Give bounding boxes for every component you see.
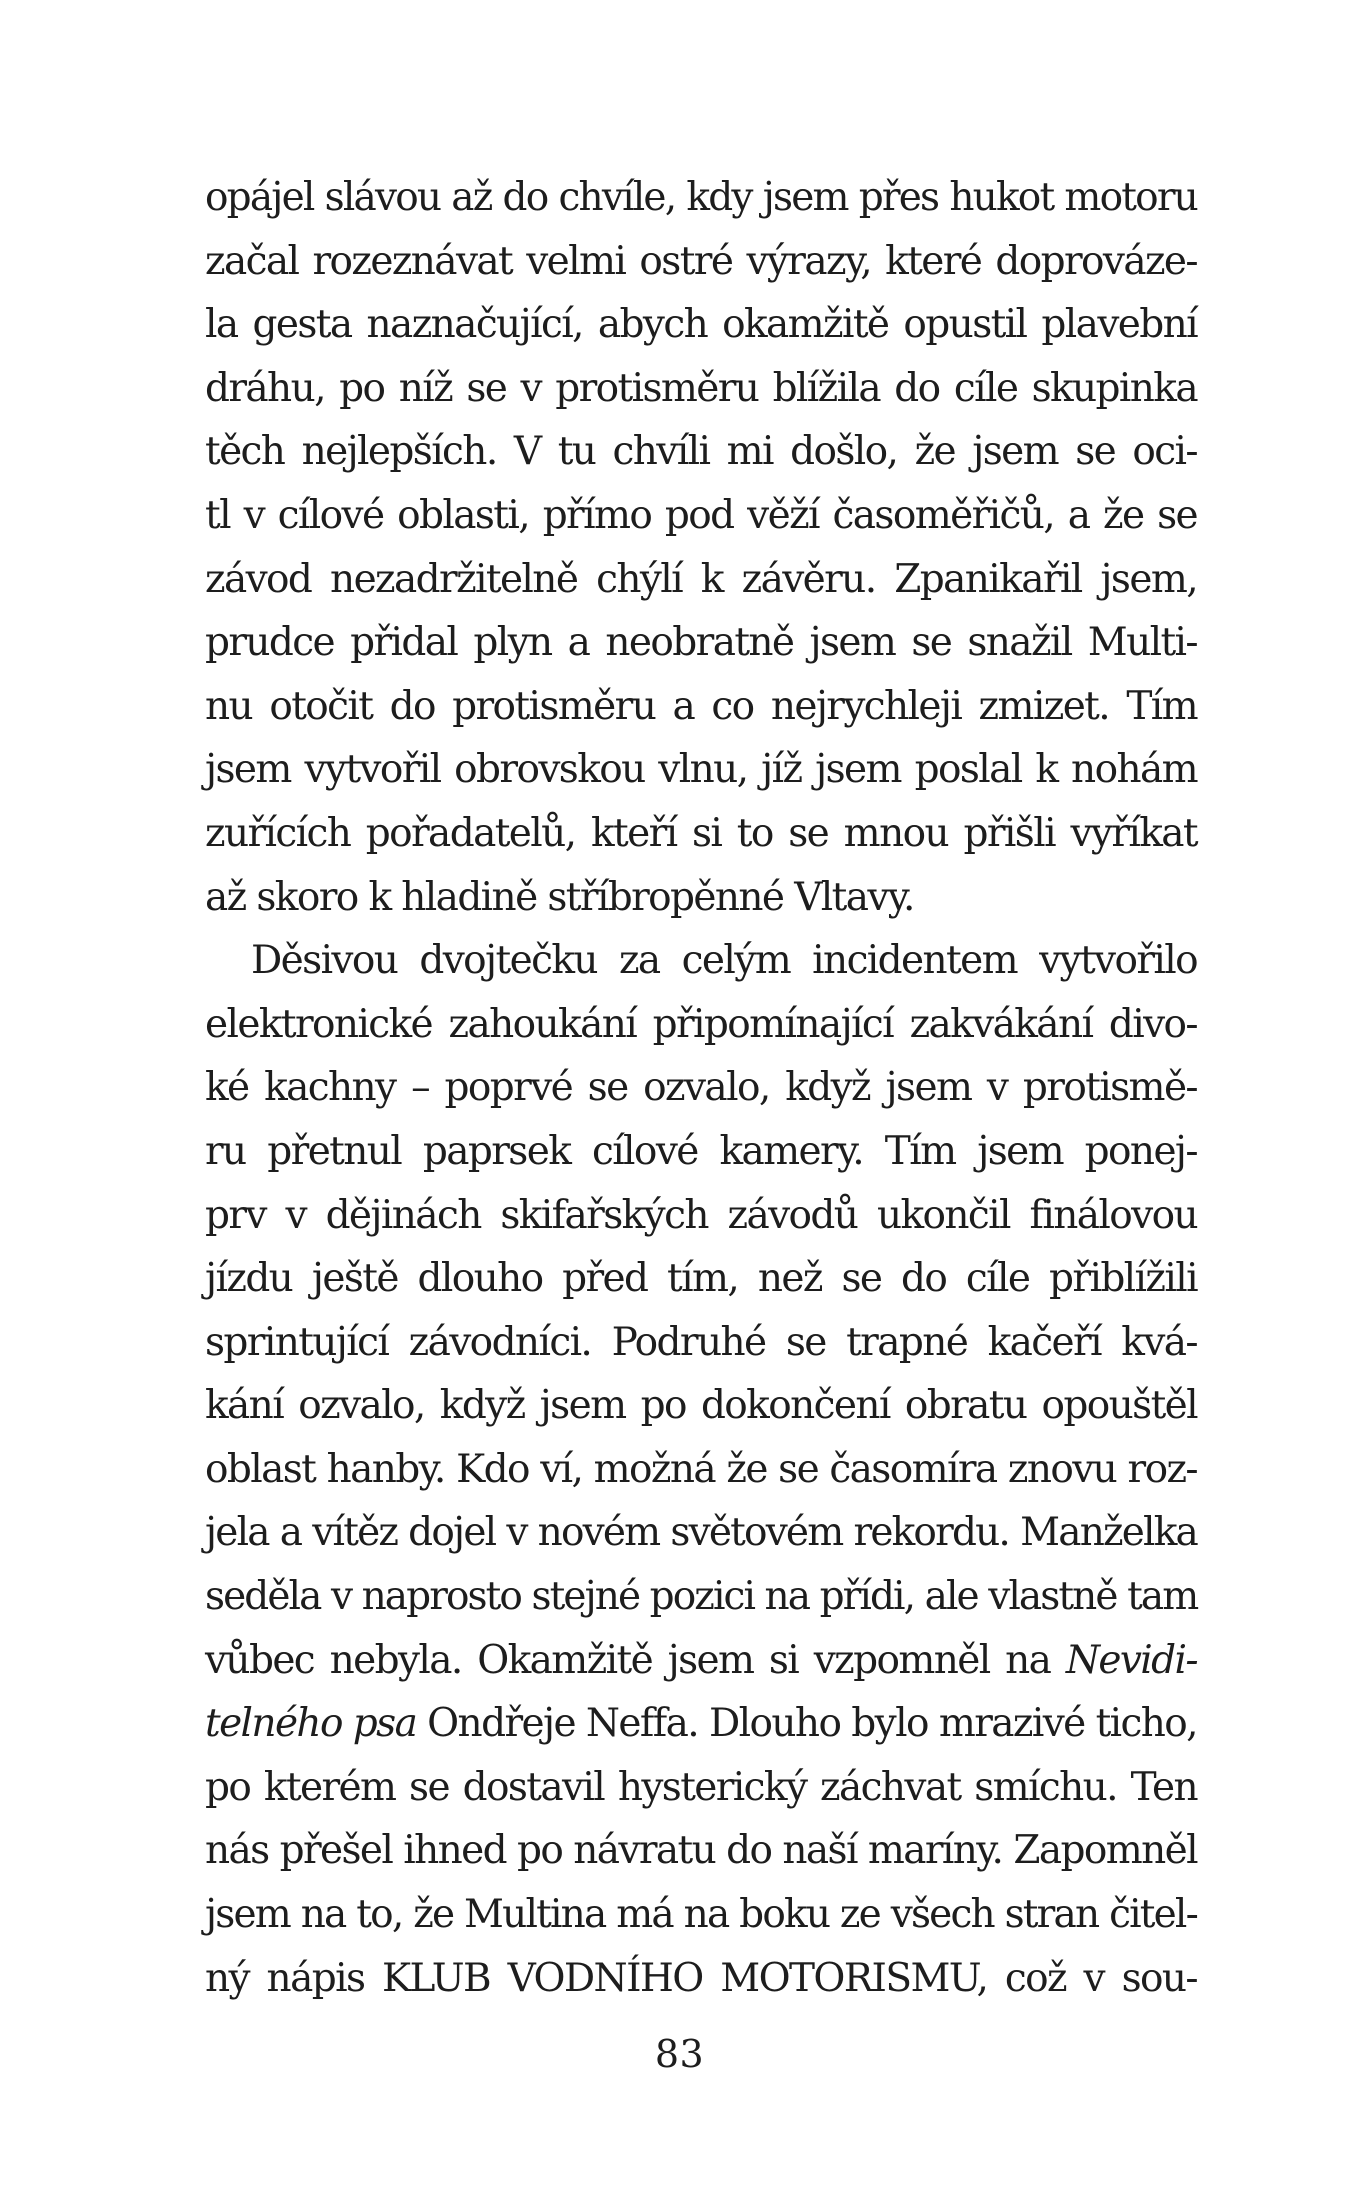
text-line: začal rozeznávat velmi ostré výrazy, které doprováze- (205, 238, 1197, 284)
text-line: Děsivou dvojtečku za celým incidentem vytvořilo (251, 938, 1197, 984)
text-line: dráhu, po níž se v protisměru blížila do cíle skupinka (205, 365, 1197, 411)
text-line: kání ozvalo, když jsem po dokončení obratu opouštěl (205, 1383, 1197, 1429)
body-text (205, 166, 1197, 2010)
text-line: zuřících pořadatelů, kteří si to se mnou přišli vyříkat (205, 810, 1197, 856)
text-line: jsem vytvořil obrovskou vlnu, jíž jsem poslal k nohám (205, 747, 1197, 793)
text-line: oblast hanby. Kdo ví, možná že se časomíra znovu roz- (205, 1446, 1197, 1492)
italic-title: telného psa (205, 1701, 417, 1747)
text-line: ké kachny – poprvé se ozvalo, když jsem v protismě- (205, 1065, 1197, 1111)
text-line: ný nápis KLUB VODNÍHO MOTORISMU, což v sou- (205, 1955, 1197, 2001)
text-line: prv v dějinách skifařských závodů ukončil finálovou (205, 1192, 1197, 1238)
page-number: 83 (654, 2032, 705, 2076)
text-segment: Ondřeje Neffa. Dlouho bylo mrazivé ticho, (416, 1701, 1197, 1747)
text-line: elektronické zahoukání připomínající zakvákání divo- (205, 1001, 1197, 1047)
text-line: tl v cílové oblasti, přímo pod věží časoměřičů, a že se (205, 492, 1197, 538)
text-line: jízdu ještě dlouho před tím, než se do cíle přiblížili (205, 1256, 1197, 1302)
text-line: nás přešel ihned po návratu do naší maríny. Zapomněl (205, 1828, 1197, 1874)
text-line (205, 1692, 1197, 1756)
text-line: nu otočit do protisměru a co nejrychleji zmizet. Tím (205, 683, 1197, 729)
text-line: prudce přidal plyn a neobratně jsem se snažil Multi- (205, 620, 1197, 666)
text-line: těch nejlepších. V tu chvíli mi došlo, že jsem se oci- (205, 429, 1197, 475)
text-line: závod nezadržitelně chýlí k závěru. Zpanikařil jsem, (205, 556, 1197, 602)
text-line: la gesta naznačující, abych okamžitě opustil plavební (205, 302, 1197, 348)
text-line: sprintující závodníci. Podruhé se trapné kačeří kvá- (205, 1319, 1197, 1365)
text-segment: vůbec nebyla. Okamžitě jsem si vzpomněl na (205, 1637, 1066, 1683)
text-line: jela a vítěz dojel v novém světovém rekordu. Manželka (205, 1510, 1197, 1556)
text-line: jsem na to, že Multina má na boku ze všech stran čitel- (205, 1892, 1197, 1938)
text-line (205, 1629, 1197, 1693)
text-line: opájel slávou až do chvíle, kdy jsem přes hukot motoru (205, 175, 1197, 220)
text-line: po kterém se dostavil hysterický záchvat smíchu. Ten (205, 1764, 1197, 1810)
text-line: seděla v naprosto stejné pozici na přídi, ale vlastně tam (205, 1574, 1198, 1620)
text-line: až skoro k hladině stříbropěnné Vltavy. (205, 874, 914, 920)
italic-title: Nevidi- (1065, 1637, 1197, 1683)
text-line: ru přetnul paprsek cílové kamery. Tím jsem ponej- (205, 1128, 1197, 1174)
